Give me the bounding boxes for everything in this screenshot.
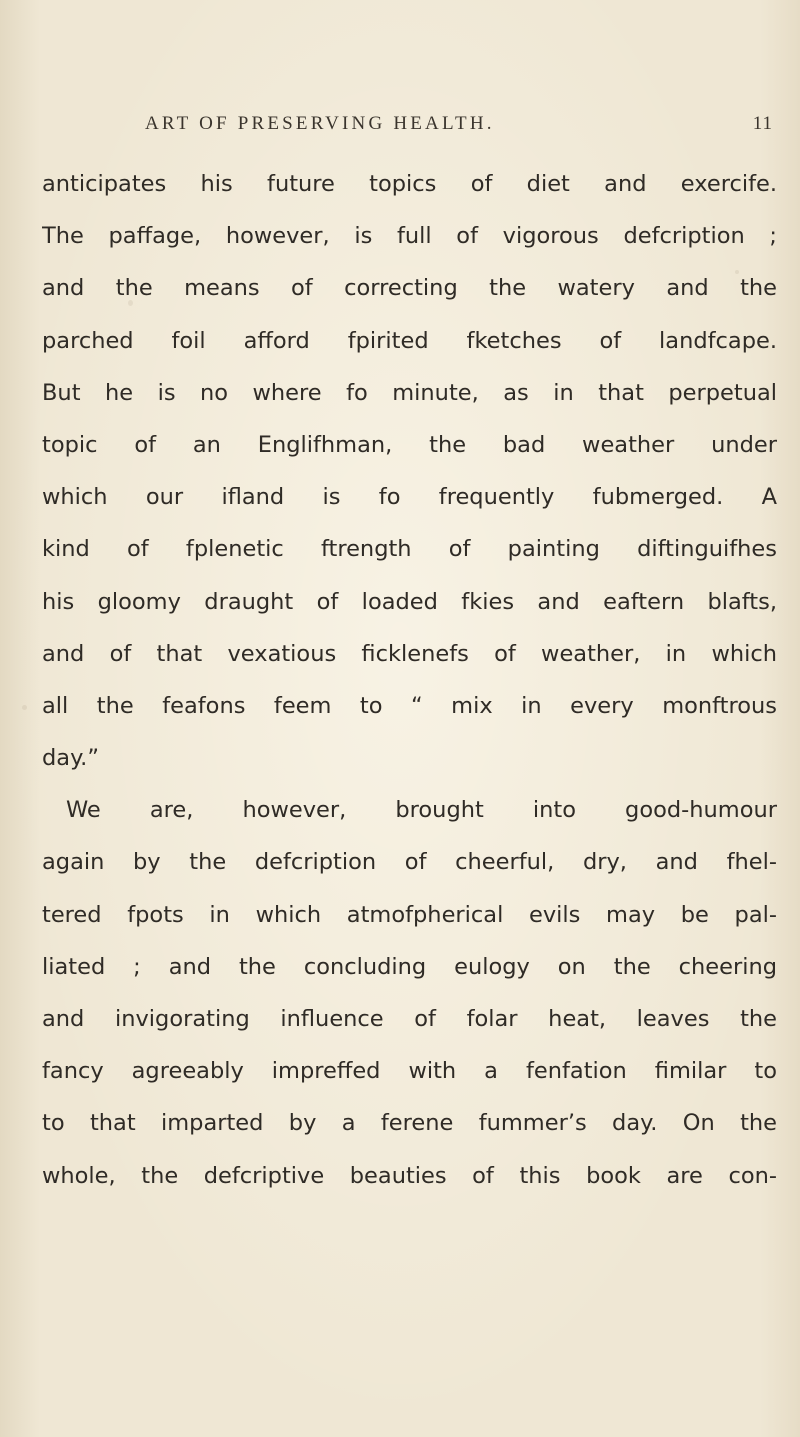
text-line: and invigorating influence of folar heat, leaves the: [42, 1006, 777, 1032]
text-line: topic of an Englifhman, the bad weather under: [42, 431, 777, 458]
text-line: liated ; and the concluding eulogy on the cheering: [42, 953, 777, 980]
text-line: We are, however, brought into good-humour: [66, 797, 777, 824]
text-line: fancy agreeably impreffed with a fenfation fimilar to: [42, 1058, 777, 1085]
text-line: again by the defcription of cheerful, dry, and fhel-: [42, 849, 777, 876]
text-line: But he is no where fo minute, as in that perpetual: [42, 379, 777, 406]
running-head: [145, 113, 773, 143]
text-line: to that imparted by a ferene fummer’s day. On the: [42, 1110, 777, 1137]
text-line: parched foil afford fpirited fketches of landfcape.: [42, 327, 777, 354]
text-line: day.”: [42, 745, 99, 772]
paper-spot: [22, 705, 27, 710]
text-line: tered fpots in which atmofpherical evils may be pal-: [42, 901, 777, 928]
text-line: and the means of correcting the watery and the: [42, 275, 777, 302]
running-head-title: ART OF PRESERVING HEALTH.: [145, 113, 495, 134]
text-line: his gloomy draught of loaded fkies and eaftern blafts,: [42, 588, 777, 615]
text-line: which our ifland is fo frequently fubmerged. A: [42, 484, 777, 511]
text-line: whole, the defcriptive beauties of this book are con-: [42, 1162, 777, 1189]
page-number: 11: [752, 113, 773, 134]
text-line: all the feafons feem to “ mix in every monftrous: [42, 692, 777, 719]
text-line: kind of fplenetic ftrength of painting diftinguifhes: [42, 536, 777, 563]
body-text: [42, 158, 777, 1418]
text-line: anticipates his future topics of diet and exercife.: [42, 171, 777, 197]
text-line: The paffage, however, is full of vigorous defcription ;: [42, 223, 777, 250]
text-line: and of that vexatious ficklenefs of weather, in which: [42, 640, 777, 667]
